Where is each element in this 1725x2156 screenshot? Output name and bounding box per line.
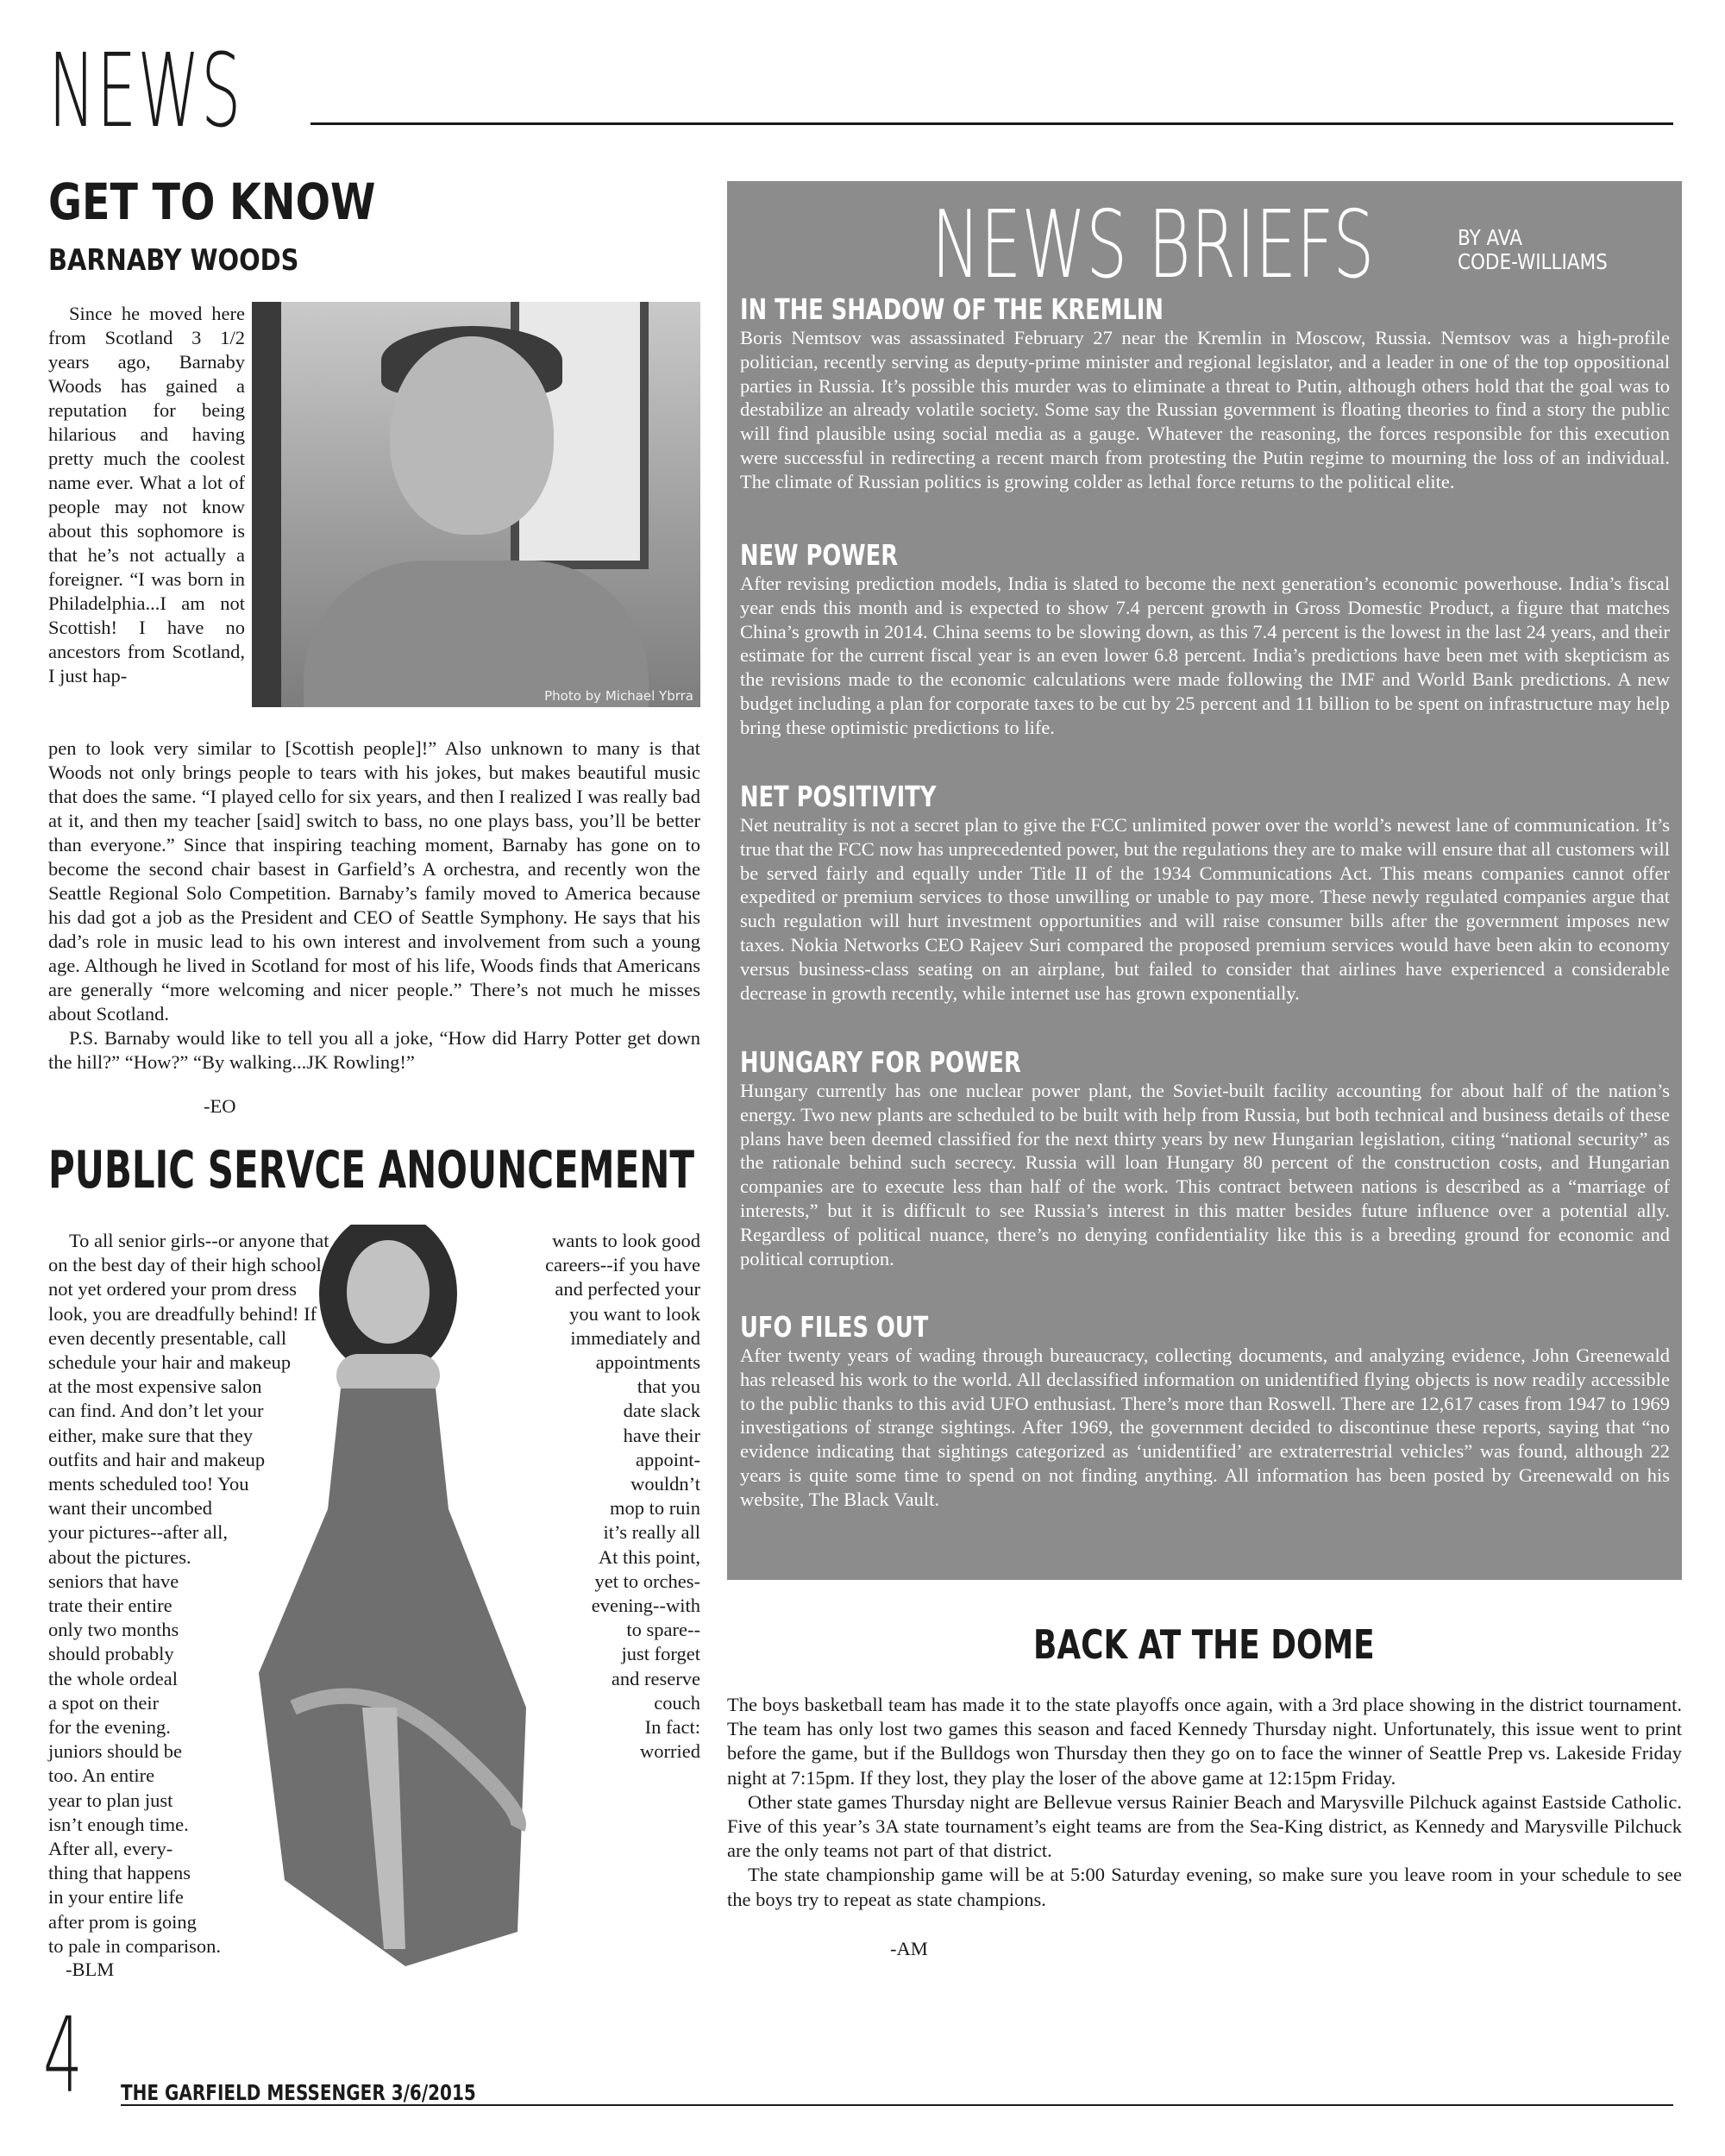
psa-left-line: want their uncombed <box>48 1497 212 1520</box>
psa-left-line: only two months <box>48 1619 179 1641</box>
psa-left-column <box>48 1229 385 1981</box>
psa-left-line: in your entire life <box>48 1886 184 1908</box>
barnaby-woods-photo <box>252 302 700 707</box>
psa-left-line: at the most expensive salon <box>48 1376 262 1398</box>
psa-left-line: After all, every- <box>48 1838 173 1860</box>
brief-heading: HUNGARY FOR POWER <box>740 1045 1021 1079</box>
psa-right-line: couch <box>654 1691 700 1714</box>
get-to-know-title: GET TO KNOW <box>48 172 376 231</box>
section-masthead: NEWS <box>48 31 242 150</box>
get-to-know-wrap-text <box>48 302 245 688</box>
psa-left-line: either, make sure that they <box>48 1424 254 1446</box>
psa-right-line: just forget <box>621 1643 700 1665</box>
brief-body: After twenty years of wading through bureaucracy, collecting documents, and analyzing evidence, John Greenewald has released his work to the world. All declassified information on unidentified flying objects is now readily accessible to the public thanks to this avid UFO enthusiast. There’s more than Roswell. There are 12,617 cases from 1947 to 1969 investigations of strange sightings. After 1969, the government decided to discontinue these reports, saying that “no evidence indicating that sightings categorized as ‘unidentified’ are extraterrestrial vehicles” was found, although 22 years is quite some time to spend on not finding anything. All information has been posted by Greenewald on his website, The Black Vault. <box>740 1344 1670 1510</box>
get-to-know-paragraph-2: pen to look very similar to [Scottish people]!” Also unknown to many is that Woods not only brings people to tears with his jokes, but makes beautiful music that does the same. “I played cello for six years, and then I realized I was really bad at it, and then my teacher [said] switch to bass, no one plays bass, you’ll be better than everyone.” Since that inspiring teaching moment, Barnaby has gone on to become the second chair basest in Garfield’s A orchestra, and recently won the Seattle Regional Solo Competition. Barnaby’s family moved to America because his dad got a job as the President and CEO of Seattle Symphony. He says that his dad’s role in music lead to his own interest and involvement from such a young age. Although he lived in Scotland for most of his life, Woods finds that Americans are generally “more welcoming and nicer people.” There’s not much he misses about Scotland. <box>48 737 700 1025</box>
psa-right-line: evening--with <box>591 1595 700 1617</box>
psa-right-line: wants to look good <box>552 1230 700 1251</box>
dome-signature: -AM <box>890 1938 928 1959</box>
brief-body: Net neutrality is not a secret plan to give the FCC unlimited power over the world’s newest lane of communication. It’s true that the FCC now has unprecedented power, but the regulations they are to make will ensure that all customers will be served fairly and equally under Title II of the 1934 Communications Act. This means companies cannot offer expedited or premium services to those unwilling or unable to pay more. These newly regulated companies argue that such regulation will hurt investment opportunities and will raise consumer bills after the government imposes new taxes. Nokia Networks CEO Rajeev Suri compared the proposed premium services would have been akin to economy versus business-class seating on an airplane, but failed to consider that airlines have experienced a considerable decrease in growth recently, while internet use has grown exponentially. <box>740 814 1670 1004</box>
psa-left-line: the whole ordeal <box>48 1667 178 1689</box>
photo-credit: Photo by Michael Ybrra <box>544 688 693 704</box>
psa-left-line: even decently presentable, call <box>48 1326 287 1349</box>
psa-left-line: a spot on their <box>48 1691 160 1714</box>
brief-body: Boris Nemtsov was assassinated February 27 near the Kremlin in Moscow, Russia. Nemtsov was a high-profile politician, recently serving as deputy-prime minister and regional legislator, and a leader in one of the top oppositional parties in Russia. It’s possible this murder was to eliminate a threat to Putin, although others hold that the goal was to destabilize an already volatile society. Some say the Russian government is floating theories to find a story the public will find plausible using social media as a gauge. Whatever the reasoning, the forces responsible for this execution were successful in redirecting a recent march from protesting the Putin regime to mourning the loss of an individual. The climate of Russian politics is growing colder as lethal force returns to the political elite. <box>740 327 1670 492</box>
brief-heading: IN THE SHADOW OF THE KREMLIN <box>740 292 1164 326</box>
psa-left-line: outfits and hair and makeup <box>48 1448 266 1470</box>
psa-left-line: on the best day of their high school <box>48 1254 322 1276</box>
psa-left-line: schedule your hair and makeup <box>48 1351 292 1374</box>
psa-left-line: isn’t enough time. <box>48 1813 189 1835</box>
get-to-know-full-text <box>48 736 700 1075</box>
brief-kremlin <box>740 293 1670 494</box>
psa-right-line: At this point, <box>598 1545 700 1568</box>
psa-right-line: you want to look <box>569 1302 700 1325</box>
psa-right-line: worried <box>640 1740 700 1763</box>
psa-left-line: about the pictures. <box>48 1545 191 1568</box>
psa-left-line: should probably <box>48 1643 174 1665</box>
get-to-know-subtitle: BARNABY WOODS <box>48 243 299 278</box>
psa-left-line: not yet ordered your prom dress <box>48 1278 298 1300</box>
psa-left-line: to pale in comparison. <box>48 1934 221 1957</box>
footer-rule <box>121 2104 1673 2106</box>
brief-hungary <box>740 1046 1670 1270</box>
psa-right-line: In fact: <box>644 1716 700 1739</box>
psa-right-line: and reserve <box>611 1667 700 1689</box>
dome-paragraph-3: The state championship game will be at 5:00 Saturday evening, so make sure you leave room in your schedule to see the boys try to repeat as state champions. <box>727 1864 1682 1910</box>
psa-left-line: look, you are dreadfully behind! If <box>48 1302 317 1325</box>
photo-face <box>390 336 554 535</box>
psa-right-line: appoint- <box>636 1448 700 1470</box>
psa-right-line: to spare-- <box>626 1619 700 1641</box>
news-briefs-title: NEWS BRIEFS <box>932 191 1375 299</box>
photo-frame-left <box>252 302 281 707</box>
psa-left-line: too. An entire <box>48 1764 155 1787</box>
dome-paragraph-2: Other state games Thursday night are Bellevue versus Rainier Beach and Marysville Pilchuck against Eastside Catholic. Five of this year’s 3A state tournament’s eight teams are from the Sea-King district, as Kennedy and Marysville Pilchuck are the only teams not part of that district. <box>727 1790 1682 1862</box>
byline-line-1: BY AVA <box>1458 225 1522 250</box>
psa-left-line: year to plan just <box>48 1789 173 1811</box>
footer-publication: THE GARFIELD MESSENGER 3/6/2015 <box>121 2080 476 2105</box>
brief-heading: UFO FILES OUT <box>740 1310 929 1344</box>
psa-right-line: and perfected your <box>555 1278 700 1300</box>
psa-right-line: appointments <box>595 1351 700 1374</box>
psa-left-line: To all senior girls--or anyone that <box>69 1230 329 1251</box>
brief-body: After revising prediction models, India is slated to become the next generation’s economic powerhouse. India’s fiscal year ends this month and is expected to show 7.4 percent growth in Gross Domestic Product, a figure that matches China’s growth in 2014. China seems to be slowing down, as this 7.4 percent is the lowest in the last 24 years, and their estimate for the current fiscal year is an even lower 6.8 percent. India’s predictions have been met with skepticism as the revisions made to the economic calculations were made following the IMF and World Bank predictions. A new budget including a plan for corporate taxes to be cut by 25 percent and 11 billion to be spent on infrastructure may help bring these optimistic predictions to life. <box>740 573 1670 738</box>
brief-heading: NET POSITIVITY <box>740 780 937 813</box>
psa-right-line: wouldn’t <box>630 1473 700 1495</box>
get-to-know-signature: -EO <box>204 1095 236 1117</box>
psa-left-line: your pictures--after all, <box>48 1521 229 1544</box>
news-briefs-byline <box>1458 226 1608 274</box>
byline-line-2: CODE-WILLIAMS <box>1458 249 1608 274</box>
psa-right-line: mop to ruin <box>610 1497 700 1520</box>
psa-right-line: that you <box>637 1376 700 1398</box>
psa-left-line: trate their entire <box>48 1595 172 1617</box>
dome-paragraph-1: The boys basketball team has made it to the state playoffs once again, with a 3rd place showing in the district tournament. The team has only lost two games this season and faced Kennedy Thursday night. Unfortunately, this issue went to print before the game, but if the Bulldogs won Thursday then they go on to face the winner of Seattle Prep vs. Lakeside Friday night at 7:15pm. If they lost, they play the loser of the above game at 12:15pm Friday. <box>727 1694 1682 1789</box>
psa-right-line: immediately and <box>570 1326 700 1349</box>
brief-body: Hungary currently has one nuclear power plant, the Soviet-built facility accounting for about half of the nation’s energy. Two new plants are scheduled to be built with help from Russia, but both technical and business details of these plans have been deemed classified for the next thirty years by new Hungarian legislation, citing “national security” as the rationale behind such secrecy. Russia will loan Hungary 80 percent of the construction costs, and Hungarian companies are to execute less than half of the work. This contract between nations is described as a “marriage of interests,” but it is difficult to see Russia’s interest in this matter besides future influence over a potential ally. Regardless of political nuance, there’s no denying confidentiality like this is a breeding ground for economic and political corruption. <box>740 1080 1670 1269</box>
psa-right-line: it’s really all <box>603 1521 700 1544</box>
get-to-know-ps: P.S. Barnaby would like to tell you all a joke, “How did Harry Potter get down the hill?” “How?” “By walking...JK Rowling!” <box>48 1027 700 1073</box>
brief-new-power <box>740 539 1670 740</box>
psa-left-line: ments scheduled too! You <box>48 1473 249 1495</box>
psa-left-line: seniors that have <box>48 1570 179 1592</box>
photo-shirt <box>304 561 649 707</box>
brief-heading: NEW POWER <box>740 538 899 572</box>
dome-title: BACK AT THE DOME <box>1033 1621 1375 1668</box>
psa-left-line: for the evening. <box>48 1716 171 1739</box>
psa-right-line: have their <box>623 1424 700 1446</box>
psa-left-line: juniors should be <box>48 1740 182 1763</box>
brief-ufo <box>740 1311 1670 1512</box>
page-number: 4 <box>43 1996 83 2116</box>
psa-right-column <box>509 1229 700 1764</box>
psa-right-line: date slack <box>623 1400 700 1422</box>
psa-left-line: can find. And don’t let your <box>48 1400 264 1422</box>
psa-right-line: careers--if you have <box>545 1254 700 1276</box>
get-to-know-paragraph-1: Since he moved here from Scotland 3 1/2 years ago, Barnaby Woods has gained a reputation for being hilarious and having pretty much the coolest name ever. What a lot of people may not know about this sophomore is that he’s not actually a foreigner. “I was born in Philadelphia...I am not Scottish! I have no ancestors from Scotland, I just hap- <box>48 303 245 686</box>
top-rule <box>310 122 1673 125</box>
psa-left-line: thing that happens <box>48 1862 191 1884</box>
brief-net-positivity <box>740 780 1670 1005</box>
psa-left-line: after prom is going <box>48 1910 197 1933</box>
psa-title: PUBLIC SERVCE ANOUNCEMENT <box>48 1140 695 1200</box>
psa-right-line: yet to orches- <box>594 1570 700 1592</box>
psa-signature: -BLM <box>66 1959 115 1981</box>
dome-body <box>727 1693 1682 1912</box>
